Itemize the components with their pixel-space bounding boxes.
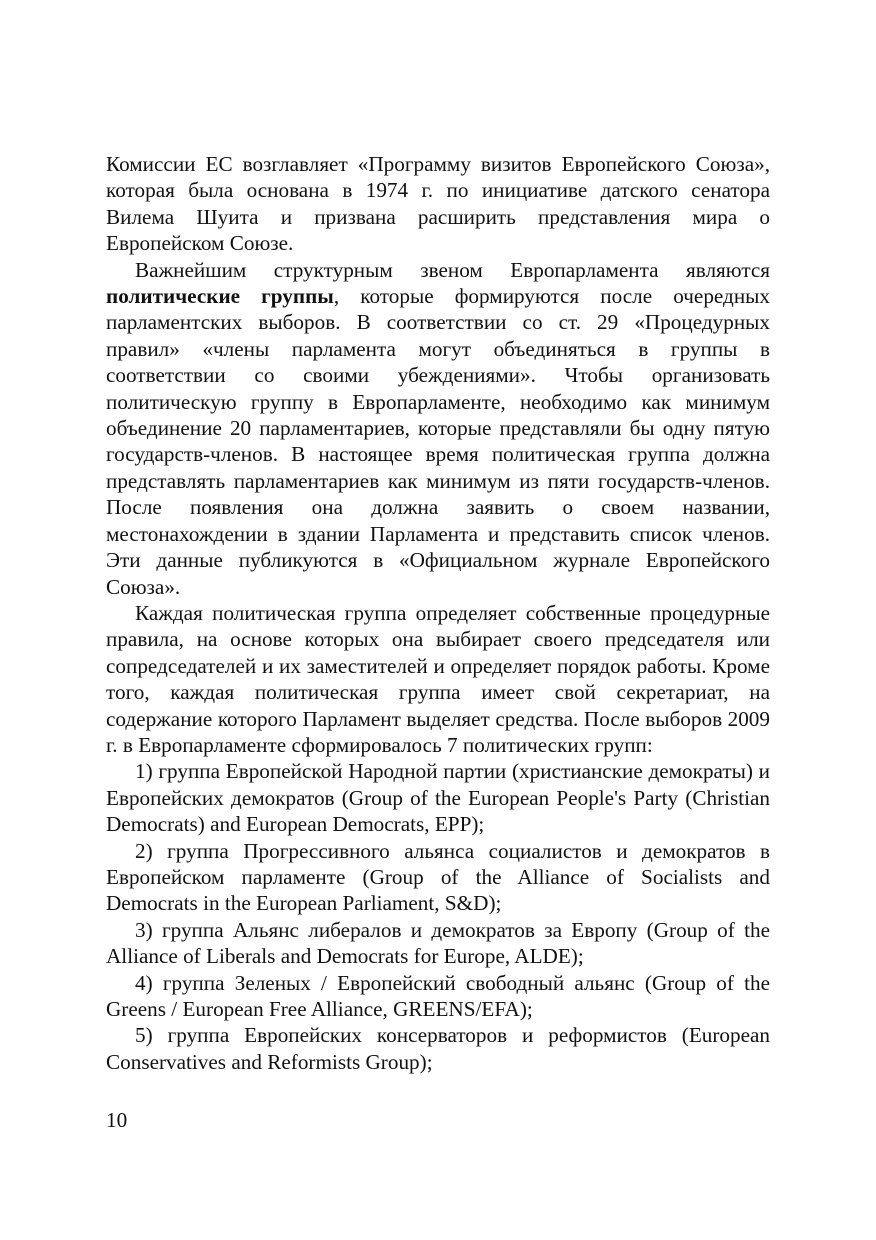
page-number: 10 [106,1108,128,1132]
document-body [106,151,770,1075]
list-item: 4) группа Зеленых / Европейский свободный альянс (Group of the Greens / European Free Alliance, GREENS/EFA); [106,970,770,1021]
list-item: 5) группа Европейских консерваторов и реформистов (European Conservatives and Reformists Group); [106,1023,770,1074]
paragraph-group-rules: Каждая политическая группа определяет собственные процедурные правила, на основе которых она выбирает своего председателя или сопредседателей и их заместителей и определяет порядок работы. Кроме того, каждая политическая группа имеет свой секретариат, на содержание которого Парламент выделяет средства. После выборов 2009 г. в Европарламенте сформировалось 7 политических групп: [106,600,770,757]
paragraph-text: Важнейшим структурным звеном Европарламента являются [135,257,770,282]
list-item: 3) группа Альянс либералов и демократов за Европу (Group of the Alliance of Liberals and Democrats for Europe, ALDE); [106,917,770,969]
list-item: 1) группа Европейской Народной партии (христианские демократы) и Европейских демократов (Group of the European People's Party (Christian Democrats) and European Democrats, EPP); [106,759,770,837]
paragraph-political-groups [106,257,770,600]
paragraph-text: , которые формируются после очередных парламентских выборов. В соответствии со ст. 29 «Процедурных правил» «члены парламента могут объединяться в группы в соответствии со своими убеждениями». Чтобы организовать политическую группу в Европарламенте, необходимо как минимум объединение 20 парламентариев, которые представляли бы одну пятую государств-членов. В настоящее время политическая группа должна представлять парламентариев как минимум из пяти государств-членов. После появления она должна заявить о своем названии, местонахождении в здании Парламента и представить список членов. Эти данные публикуются в «Официальном журнале Европейского Союза». [106,284,770,599]
paragraph-program-of-visits: Комиссии ЕС возглавляет «Программу визитов Европейского Союза», которая была основана в 1974 г. по инициативе датского сенатора Вилема Шуита и призвана расширить представления мира о Европейском Союзе. [106,152,770,256]
list-item: 2) группа Прогрессивного альянса социалистов и демократов в Европейском парламенте (Group of the Alliance of Socialists and Democrats in the European Parliament, S&D); [106,838,770,916]
bold-term: политические группы [106,284,334,309]
